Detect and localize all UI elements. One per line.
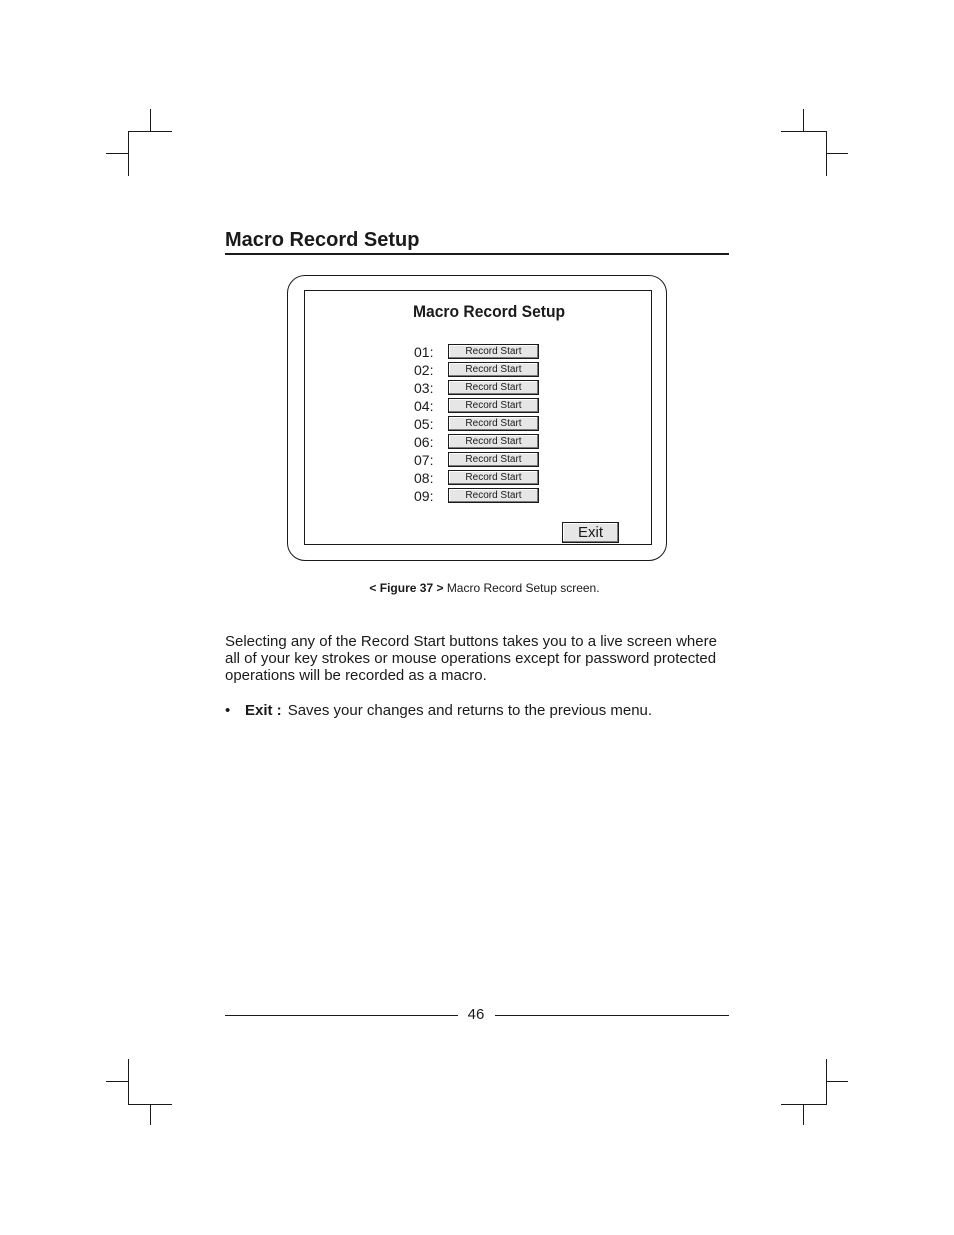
macro-number: 04:	[414, 398, 434, 414]
macro-row-01	[414, 343, 544, 361]
record-start-button-08[interactable]: Record Start	[448, 470, 539, 485]
record-start-button-06[interactable]: Record Start	[448, 434, 539, 449]
macro-row-05	[414, 415, 544, 433]
crop-mark	[150, 1104, 151, 1125]
macro-number: 07:	[414, 452, 434, 468]
record-start-button-05[interactable]: Record Start	[448, 416, 539, 431]
figure-caption	[0, 581, 954, 595]
figure-label: < Figure 37 >	[369, 581, 444, 595]
exit-button[interactable]: Exit	[562, 522, 619, 543]
crop-mark	[826, 153, 848, 154]
macro-number: 05:	[414, 416, 434, 432]
bullet-term: Exit :	[245, 702, 282, 719]
crop-mark	[803, 109, 804, 131]
title-rule	[225, 253, 729, 255]
macro-row-09	[414, 487, 544, 505]
macro-number: 01:	[414, 344, 434, 360]
macro-row-06	[414, 433, 544, 451]
crop-mark	[781, 1104, 827, 1105]
exit-description	[225, 702, 729, 719]
macro-row-02	[414, 361, 544, 379]
crop-mark	[781, 131, 827, 132]
screen-title: Macro Record Setup	[413, 302, 566, 321]
crop-mark	[106, 153, 128, 154]
crop-mark	[803, 1104, 804, 1125]
macro-row-08	[414, 469, 544, 487]
footer-rule-left	[225, 1015, 458, 1016]
record-start-button-03[interactable]: Record Start	[448, 380, 539, 395]
macro-number: 06:	[414, 434, 434, 450]
macro-number: 08:	[414, 470, 434, 486]
crop-mark	[106, 1081, 128, 1082]
bullet-marker: •	[225, 702, 231, 719]
record-start-button-09[interactable]: Record Start	[448, 488, 539, 503]
macro-number: 09:	[414, 488, 434, 504]
figure-caption-text: Macro Record Setup screen.	[446, 581, 600, 595]
record-start-button-04[interactable]: Record Start	[448, 398, 539, 413]
record-start-button-01[interactable]: Record Start	[448, 344, 539, 359]
footer-rule-right	[495, 1015, 729, 1016]
section-title: Macro Record Setup	[225, 229, 420, 251]
bullet-text: Saves your changes and returns to the previous menu.	[287, 702, 653, 719]
body-paragraph: Selecting any of the Record Start buttons takes you to a live screen where all of your key strokes or mouse operations except for password protected operations will be recorded as a macro.	[225, 633, 717, 684]
crop-mark	[128, 131, 172, 132]
macro-row-07	[414, 451, 544, 469]
crop-mark	[826, 1081, 848, 1082]
crop-mark	[150, 109, 151, 131]
crop-mark	[128, 1059, 129, 1104]
page-number: 46	[467, 1006, 485, 1023]
macro-number: 02:	[414, 362, 434, 378]
macro-row-04	[414, 397, 544, 415]
record-start-button-02[interactable]: Record Start	[448, 362, 539, 377]
macro-row-03	[414, 379, 544, 397]
crop-mark	[128, 131, 129, 176]
record-start-button-07[interactable]: Record Start	[448, 452, 539, 467]
macro-number: 03:	[414, 380, 434, 396]
